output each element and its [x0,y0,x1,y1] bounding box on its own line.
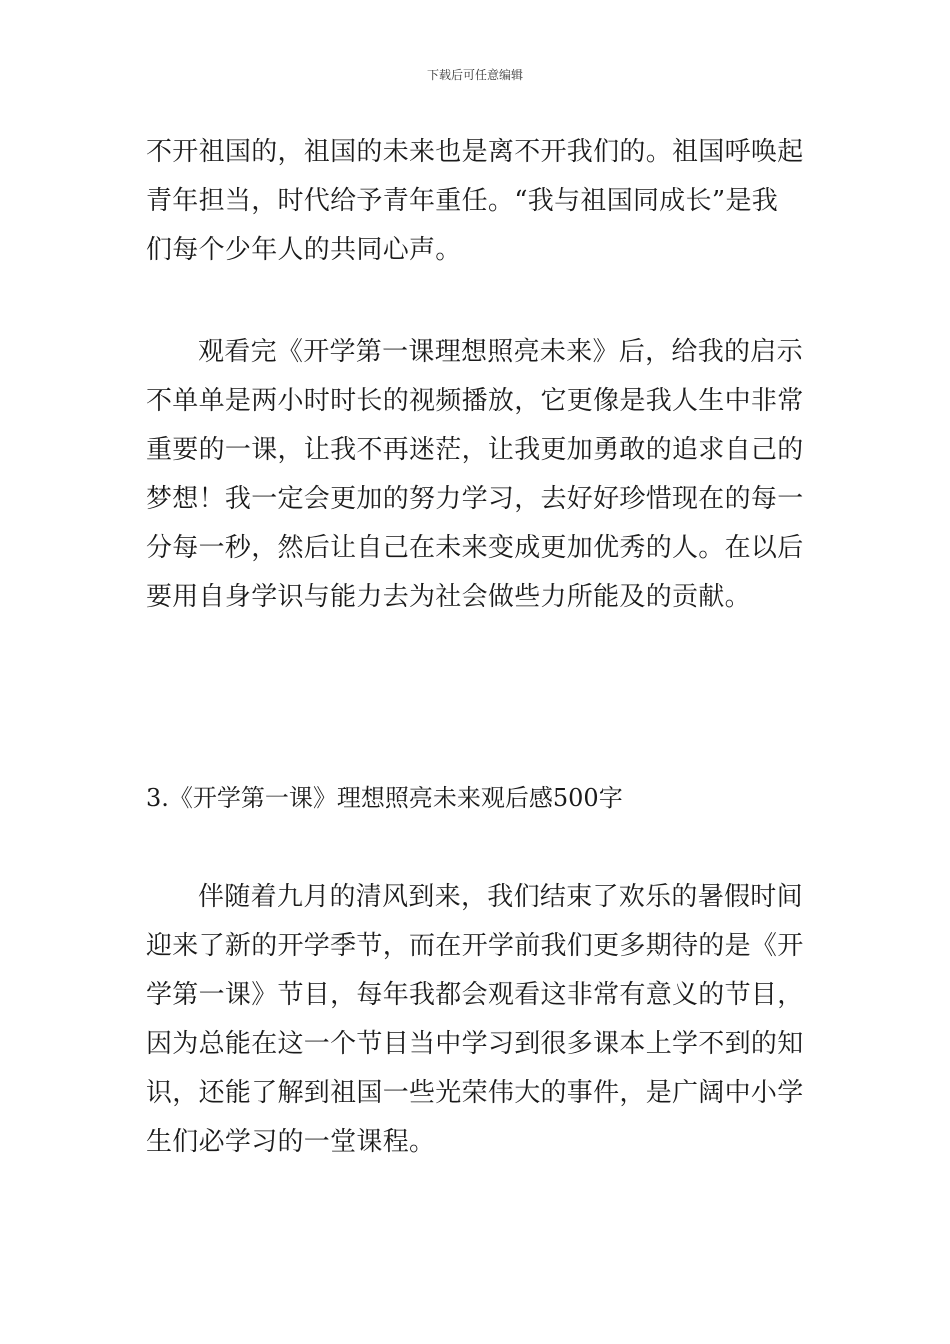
paragraph-line: 不单单是两小时时长的视频播放，它更像是我人生中非常 [146,386,804,416]
paragraph-line: 伴随着九月的清风到来，我们结束了欢乐的暑假时间 [198,882,803,912]
paragraph-line: 不开祖国的，祖国的未来也是离不开我们的。祖国呼唤起 [146,137,804,167]
paragraph-2 [146,328,808,622]
paragraph-line: 们每个少年人的共同心声。 [146,235,462,265]
paragraph-1 [146,128,808,275]
paragraph-line: 重要的一课，让我不再迷茫，让我更加勇敢的追求自己的 [146,435,804,465]
paragraph-line: 要用自身学识与能力去为社会做些力所能及的贡献。 [146,582,751,612]
paragraph-line: 学第一课》节目，每年我都会观看这非常有意义的节目， [146,980,804,1010]
paragraph-line: 梦想！我一定会更加的努力学习，去好好珍惜现在的每一 [146,484,804,514]
paragraph-line: 青年担当，时代给予青年重任。“我与祖国同成长”是我 [146,186,779,216]
paragraph-line: 识，还能了解到祖国一些光荣伟大的事件，是广阔中小学 [146,1078,804,1108]
header-note: 下载后可任意编辑 [426,68,523,82]
paragraph-line: 生们必学习的一堂课程。 [146,1127,436,1157]
paragraph-line: 因为总能在这一个节目当中学习到很多课本上学不到的知 [146,1029,804,1059]
section-heading: 3.《开学第一课》理想照亮未来观后感500字 [146,784,623,812]
paragraph-line: 观看完《开学第一课理想照亮未来》后，给我的启示 [198,337,803,367]
paragraph-3 [146,873,808,1167]
paragraph-line: 迎来了新的开学季节，而在开学前我们更多期待的是《开 [146,931,804,961]
paragraph-line: 分每一秒，然后让自己在未来变成更加优秀的人。在以后 [146,533,804,563]
